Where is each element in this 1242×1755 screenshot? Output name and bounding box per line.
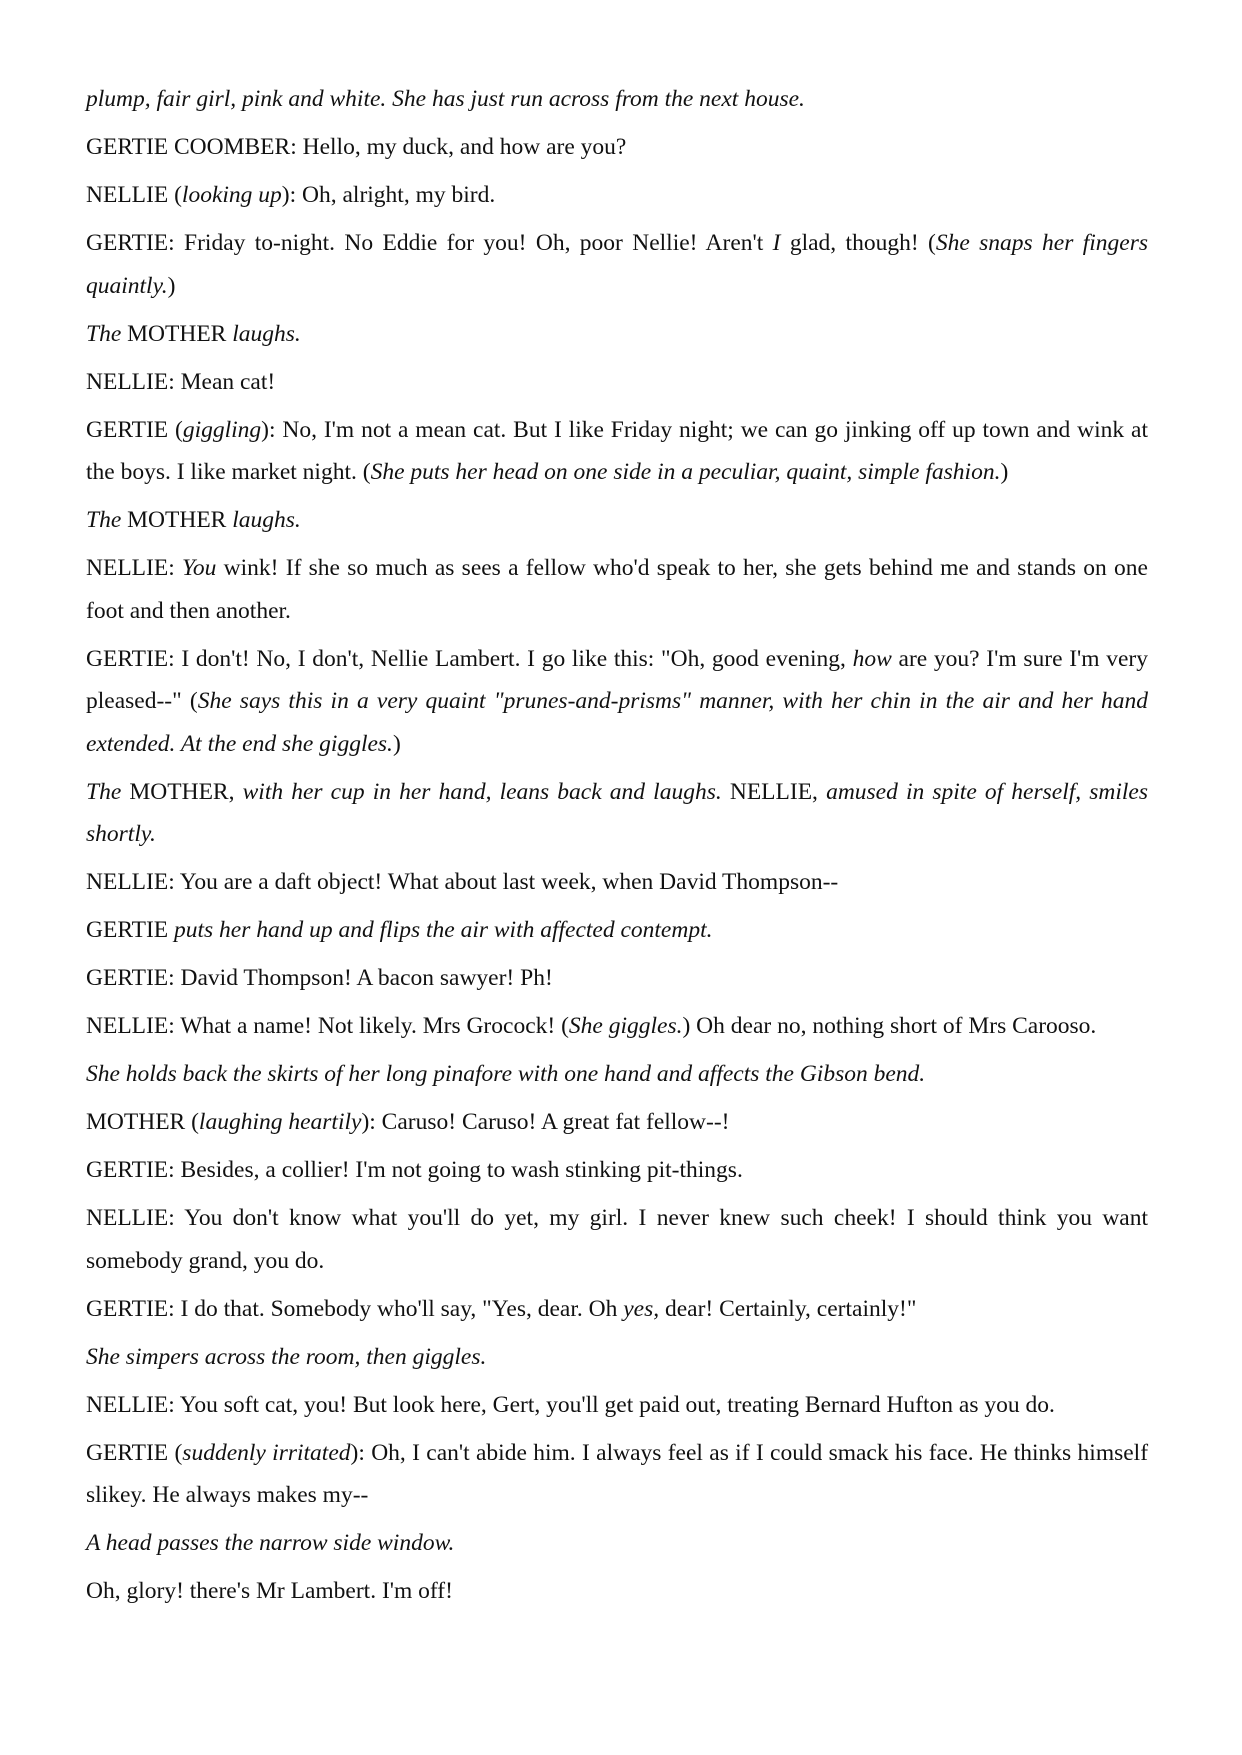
character-name: MOTHER [121,320,233,347]
stage-direction [86,771,1148,856]
stage-direction [86,1522,1148,1565]
stage-direction-text: She simpers across the room, then giggles. [86,1343,487,1370]
character-name: NELLIE, [721,778,827,805]
dialogue-line [86,1570,1148,1613]
stage-direction [86,1336,1148,1379]
stage-direction-text: puts her hand up and flips the air with affected contempt. [174,917,713,943]
stage-direction-text: looking up [181,182,282,208]
dialogue-text: ) [167,272,176,299]
stage-direction-text: She holds back the skirts of her long pinafore with one hand and affects the Gibson bend. [86,1061,926,1087]
dialogue-line [86,1384,1148,1427]
dialogue-line [86,1149,1148,1192]
dialogue-text: GERTIE: David Thompson! A bacon sawyer! Ph! [86,965,553,991]
dialogue-line [86,361,1148,404]
stage-direction-text: laughs. [232,320,301,347]
dialogue-text: ) Oh dear no, nothing short of Mrs Carooso. [682,1013,1097,1039]
dialogue-line [86,1432,1148,1517]
dialogue-line [86,222,1148,307]
stage-direction [86,1053,1148,1096]
dialogue-text: ): No, I'm not a mean cat. But I like Friday night; we can go jinking off up town and wink at the boys. I like market night. ( [86,416,1148,485]
dialogue-text: glad, though! ( [780,230,936,256]
dialogue-line [86,957,1148,1000]
dialogue-text: wink! If she so much as sees a fellow who'd speak to her, she gets behind me and stands on one foot and then another. [86,555,1148,624]
play-script-page [86,78,1148,1618]
stage-direction-text: with her cup in her hand, leans back and laughs. [242,778,722,805]
dialogue-text: NELLIE: [86,555,182,581]
dialogue-text: NELLIE ( [86,182,182,208]
stage-direction-text: plump, fair girl, pink and white. She has just run across from the next house. [86,86,805,112]
dialogue-text: ): Caruso! Caruso! A great fat fellow--! [361,1109,730,1135]
dialogue-text: GERTIE: Friday to-night. No Eddie for you! Oh, poor Nellie! Aren't [86,230,773,256]
dialogue-text: GERTIE ( [86,1439,183,1466]
stage-direction [86,78,1148,121]
stage-direction-text: The [86,778,122,805]
stage-direction-text: A head passes the narrow side window. [86,1530,455,1556]
dialogue-text: NELLIE: You are a daft object! What about last week, when David Thompson-- [86,869,839,895]
dialogue-text: MOTHER ( [86,1109,199,1135]
dialogue-text: GERTIE: I do that. Somebody who'll say, "Yes, dear. Oh [86,1295,624,1322]
emphasis-text: yes, [623,1295,660,1322]
stage-direction-text: The [86,320,122,347]
dialogue-line [86,409,1148,494]
stage-direction-text: She snaps her fingers quaintly. [86,230,1149,299]
stage-direction-text: laughing heartily [198,1109,362,1135]
dialogue-text: GERTIE: I don't! No, I don't, Nellie Lambert. I go like this: "Oh, good evening, [86,645,853,672]
dialogue-text: GERTIE ( [86,416,183,443]
character-name: MOTHER [121,507,233,533]
dialogue-text: are you? I'm sure I'm very pleased--" ( [86,645,1149,714]
dialogue-line [86,638,1148,766]
stage-direction-text: She says this in a very quaint "prunes-and-prisms" manner, with her chin in the air and her hand extended. At the end she giggles. [86,688,1148,757]
stage-direction-text: She puts her head on one side in a peculiar, quaint, simple fashion. [370,459,1001,485]
emphasis-text: how [852,645,892,672]
dialogue-text: ): Oh, alright, my bird. [281,182,496,208]
stage-direction-text: amused in spite of herself, smiles shortly. [86,778,1149,847]
character-name: GERTIE [86,917,174,943]
dialogue-text: GERTIE: Besides, a collier! I'm not going to wash stinking pit-things. [86,1157,743,1183]
dialogue-text: NELLIE: What a name! Not likely. Mrs Grocock! ( [86,1013,569,1039]
dialogue-line [86,1288,1148,1331]
emphasis-text: I [772,230,781,256]
stage-direction [86,909,1148,952]
emphasis-text: You [182,555,217,581]
dialogue-line [86,1005,1148,1048]
dialogue-line [86,861,1148,904]
dialogue-text: Oh, glory! there's Mr Lambert. I'm off! [86,1578,453,1604]
stage-direction-text: suddenly irritated [182,1439,351,1466]
dialogue-text: NELLIE: You don't know what you'll do yet, my girl. I never knew such cheek! I should think you want somebody grand, you do. [86,1205,1148,1274]
dialogue-text: dear! Certainly, certainly!" [659,1295,917,1322]
dialogue-text: GERTIE COOMBER: Hello, my duck, and how are you? [86,134,627,160]
stage-direction [86,313,1148,356]
dialogue-line [86,1197,1148,1282]
character-name: MOTHER, [121,778,243,805]
dialogue-line [86,174,1148,217]
stage-direction-text: laughs. [232,507,301,533]
stage-direction-text: She giggles. [568,1013,683,1039]
stage-direction-text: giggling [182,416,262,443]
dialogue-text: ) [1000,459,1009,485]
stage-direction-text: The [86,507,122,533]
dialogue-line [86,126,1148,169]
dialogue-line [86,1101,1148,1144]
dialogue-text: ) [392,730,401,757]
dialogue-text: NELLIE: Mean cat! [86,368,276,395]
stage-direction [86,499,1148,542]
dialogue-text: NELLIE: You soft cat, you! But look here, Gert, you'll get paid out, treating Bernard Hufton as you do. [86,1391,1055,1418]
dialogue-text: ): Oh, I can't abide him. I always feel as if I could smack his face. He thinks himself slikey. He always makes my-- [86,1439,1149,1508]
dialogue-line [86,547,1148,632]
